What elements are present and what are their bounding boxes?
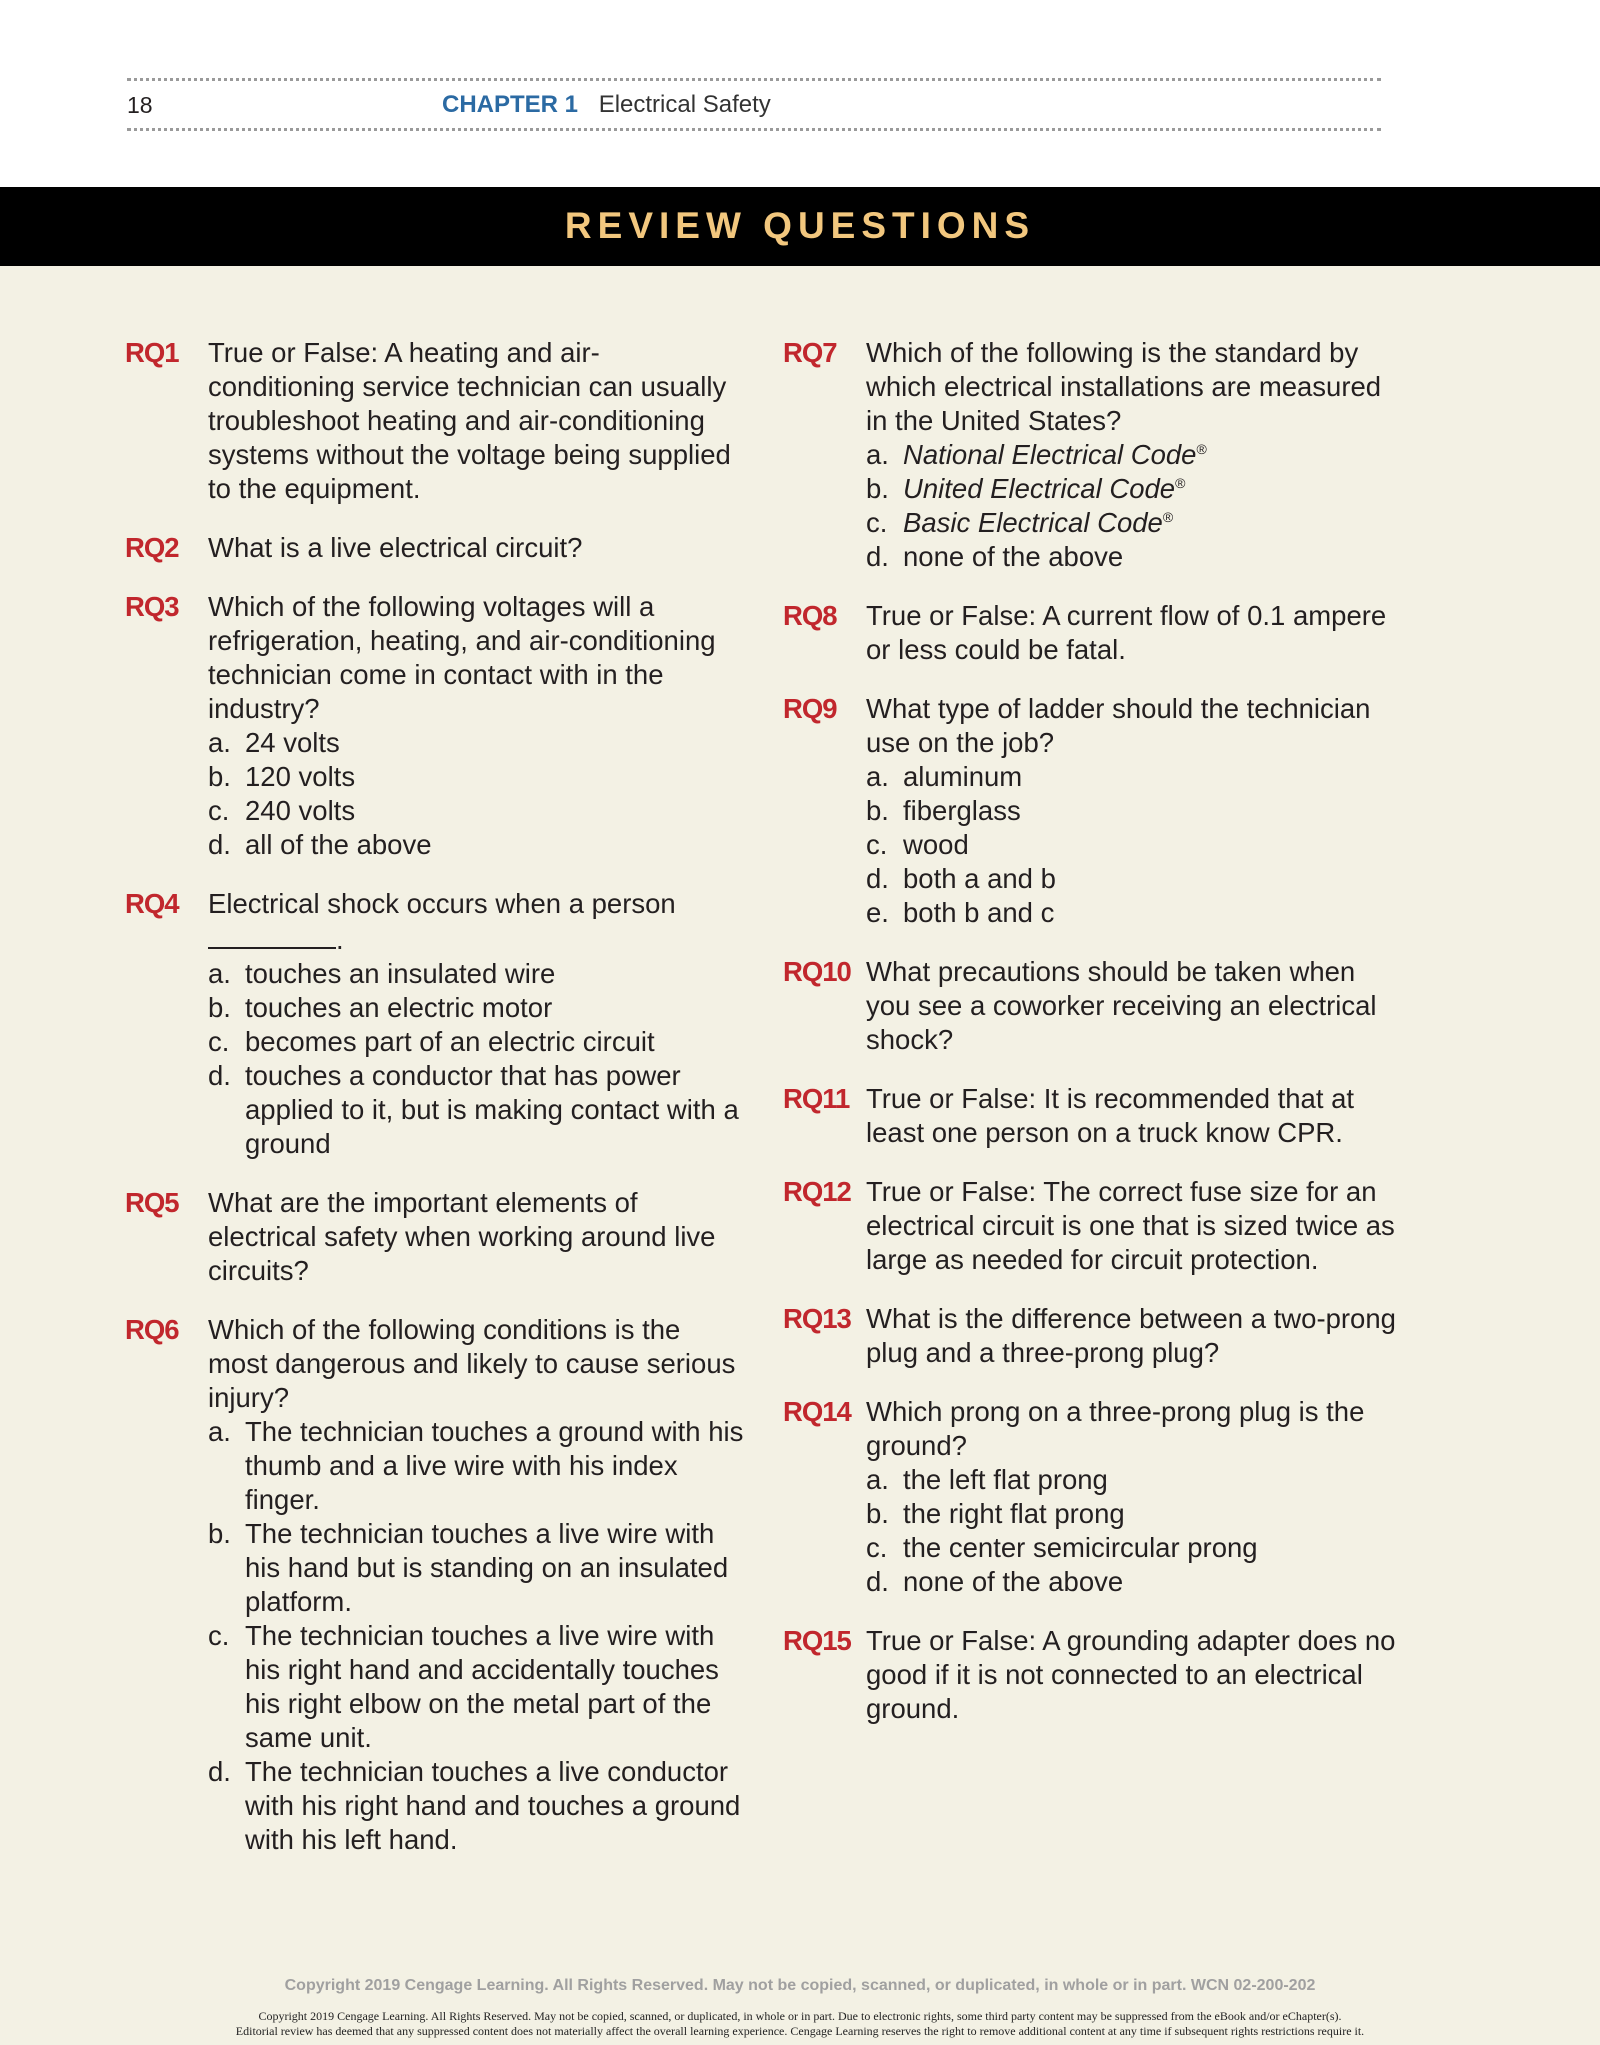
question-text: True or False: A grounding adapter does no good if it is not connected to an electrical ground. (866, 1625, 1396, 1724)
question-text: Which prong on a three-prong plug is the ground? (866, 1396, 1365, 1461)
question-text: True or False: A heating and air-conditioning service technician can usually troubleshoot heating and air-conditioning systems without the voltage being supplied to the equipment. (208, 337, 731, 504)
option-letter: c. (866, 507, 888, 538)
question-text: Which of the following voltages will a refrigeration, heating, and air-conditioning technician come in contact with in the industry? (208, 591, 716, 724)
question-number: RQ8 (783, 600, 837, 631)
option-text: 120 volts (245, 761, 356, 792)
question-text: Which of the following conditions is the most dangerous and likely to cause serious injury? (208, 1314, 736, 1413)
option-letter: a. (208, 958, 231, 989)
review-question (125, 590, 745, 862)
answer-option (208, 1059, 745, 1161)
copyright-fine-print (0, 2009, 1600, 2039)
answer-option (866, 472, 1403, 506)
question-text: Which of the following is the standard by which electrical installations are measured in the United States? (866, 337, 1382, 436)
option-text: The technician touches a ground with his thumb and a live wire with his index finger. (245, 1416, 744, 1515)
question-number: RQ1 (125, 337, 179, 368)
answer-option (866, 506, 1403, 540)
left-column (125, 336, 745, 1882)
review-questions-panel (0, 266, 1600, 2045)
answer-option (208, 1755, 745, 1857)
answer-option (866, 1463, 1403, 1497)
answer-option (208, 828, 745, 862)
answer-blank (208, 921, 336, 949)
answer-option (866, 540, 1403, 574)
option-letter: c. (208, 1620, 230, 1651)
option-text: National Electrical Code (903, 439, 1197, 470)
question-text: What is the difference between a two-prong plug and a three-prong plug? (866, 1303, 1396, 1368)
option-letter: a. (866, 1464, 889, 1495)
answer-option (866, 828, 1403, 862)
option-text: touches a conductor that has power applied to it, but is making contact with a ground (245, 1060, 739, 1159)
review-question (783, 336, 1403, 574)
question-number: RQ5 (125, 1187, 179, 1218)
review-question (783, 599, 1403, 667)
header-dotted-rule-top (127, 78, 1381, 81)
copyright-fine-print-line-2: Editorial review has deemed that any suppressed content does not materially affect the overall learning experience. Cengage Learning reserves the right to remove additional content at any time if subsequent rights restrictions require it. (235, 2024, 1365, 2038)
review-question (125, 336, 745, 506)
review-question (125, 1313, 745, 1857)
option-letter: c. (208, 1026, 230, 1057)
right-column (783, 336, 1403, 1751)
question-number: RQ10 (783, 956, 851, 987)
question-text: True or False: A current flow of 0.1 ampere or less could be fatal. (866, 600, 1387, 665)
answer-option (866, 862, 1403, 896)
question-number: RQ15 (783, 1625, 851, 1656)
option-letter: d. (866, 863, 889, 894)
question-number: RQ2 (125, 532, 179, 563)
answer-option (866, 1497, 1403, 1531)
option-letter: d. (208, 829, 231, 860)
option-letter: b. (208, 1518, 231, 1549)
question-text: True or False: The correct fuse size for an electrical circuit is one that is sized twice as large as needed for circuit protection. (866, 1176, 1395, 1275)
page-number: 18 (127, 92, 153, 118)
answer-option (208, 726, 745, 760)
question-text: What type of ladder should the technician use on the job? (866, 693, 1371, 758)
answer-option (208, 1619, 745, 1755)
option-text: becomes part of an electric circuit (245, 1026, 655, 1057)
option-letter: d. (866, 541, 889, 572)
page-header (0, 0, 1600, 187)
answer-option (866, 896, 1403, 930)
registered-mark: ® (1196, 440, 1207, 457)
option-text: fiberglass (903, 795, 1021, 826)
review-question (125, 1186, 745, 1288)
review-question (783, 1395, 1403, 1599)
option-letter: b. (208, 992, 231, 1023)
option-text: none of the above (903, 1566, 1124, 1597)
answer-option (866, 438, 1403, 472)
section-banner (0, 187, 1600, 266)
option-text: 24 volts (245, 727, 340, 758)
registered-mark: ® (1162, 508, 1174, 525)
answer-blank-line: . (208, 921, 745, 957)
answer-option (208, 1025, 745, 1059)
option-text: The technician touches a live conductor with his right hand and touches a ground with his left hand. (245, 1756, 741, 1855)
option-text: both b and c (903, 897, 1055, 928)
option-text: all of the above (245, 829, 432, 860)
option-letter: b. (866, 473, 889, 504)
option-text: touches an electric motor (245, 992, 553, 1023)
answer-option (866, 1531, 1403, 1565)
review-question (783, 692, 1403, 930)
option-letter: a. (208, 727, 231, 758)
review-question (783, 1302, 1403, 1370)
question-number: RQ13 (783, 1303, 851, 1334)
option-letter: a. (866, 439, 889, 470)
option-text: both a and b (903, 863, 1056, 894)
answer-option (866, 1565, 1403, 1599)
option-letter: b. (866, 795, 889, 826)
question-text: What are the important elements of electrical safety when working around live circuits? (208, 1187, 716, 1286)
registered-mark: ® (1175, 474, 1186, 491)
header-dotted-rule-bottom (127, 128, 1381, 131)
review-question (125, 887, 745, 1161)
review-question (125, 531, 745, 565)
running-head (442, 91, 771, 119)
question-number: RQ3 (125, 591, 179, 622)
option-text: 240 volts (245, 795, 356, 826)
answer-option (866, 760, 1403, 794)
answer-option (208, 991, 745, 1025)
question-text: Electrical shock occurs when a person (208, 888, 676, 919)
option-letter: d. (208, 1060, 231, 1091)
question-text: True or False: It is recommended that at least one person on a truck know CPR. (866, 1083, 1355, 1148)
option-text: the center semicircular prong (903, 1532, 1258, 1563)
question-number: RQ9 (783, 693, 837, 724)
copyright-notice: Copyright 2019 Cengage Learning. All Rights Reserved. May not be copied, scanned, or duplicated, in whole or in part. WCN 02-200-202 (284, 1977, 1316, 1994)
question-number: RQ6 (125, 1314, 179, 1345)
chapter-label: CHAPTER 1 (442, 91, 579, 118)
answer-option (866, 794, 1403, 828)
question-number: RQ7 (783, 337, 837, 368)
option-letter: c. (208, 795, 230, 826)
option-letter: a. (208, 1416, 231, 1447)
option-text: wood (903, 829, 969, 860)
option-text: Basic Electrical Code (903, 507, 1163, 538)
option-letter: d. (208, 1756, 231, 1787)
option-letter: e. (866, 897, 889, 928)
option-text: none of the above (903, 541, 1124, 572)
answer-option (208, 794, 745, 828)
chapter-title: Electrical Safety (598, 91, 771, 118)
option-letter: c. (866, 1532, 888, 1563)
question-number: RQ11 (783, 1083, 850, 1114)
copyright-fine-print-line-1: Copyright 2019 Cengage Learning. All Rights Reserved. May not be copied, scanned, or duplicated, in whole or in part. Due to electronic rights, some third party content may be suppressed from the eBook and/or eChapter(s). (258, 2009, 1342, 2023)
answer-option (208, 1517, 745, 1619)
answer-option (208, 957, 745, 991)
option-letter: c. (866, 829, 888, 860)
answer-option (208, 1415, 745, 1517)
option-letter: b. (866, 1498, 889, 1529)
option-text: the left flat prong (903, 1464, 1108, 1495)
review-question (783, 1175, 1403, 1277)
question-number: RQ4 (125, 888, 179, 919)
option-letter: d. (866, 1566, 889, 1597)
question-text: What is a live electrical circuit? (208, 532, 583, 563)
section-title: REVIEW QUESTIONS (564, 205, 1036, 246)
question-text: What precautions should be taken when you see a coworker receiving an electrical shock? (866, 956, 1377, 1055)
answer-option (208, 760, 745, 794)
option-text: The technician touches a live wire with his right hand and accidentally touches his right elbow on the metal part of the same unit. (245, 1620, 719, 1753)
review-question (783, 955, 1403, 1057)
option-letter: b. (208, 761, 231, 792)
question-number: RQ14 (783, 1396, 851, 1427)
option-letter: a. (866, 761, 889, 792)
review-question (783, 1082, 1403, 1150)
option-text: aluminum (903, 761, 1023, 792)
option-text: The technician touches a live wire with his hand but is standing on an insulated platform. (245, 1518, 729, 1617)
option-text: touches an insulated wire (245, 958, 556, 989)
option-text: the right flat prong (903, 1498, 1125, 1529)
option-text: United Electrical Code (903, 473, 1176, 504)
question-number: RQ12 (783, 1176, 851, 1207)
review-question (783, 1624, 1403, 1726)
